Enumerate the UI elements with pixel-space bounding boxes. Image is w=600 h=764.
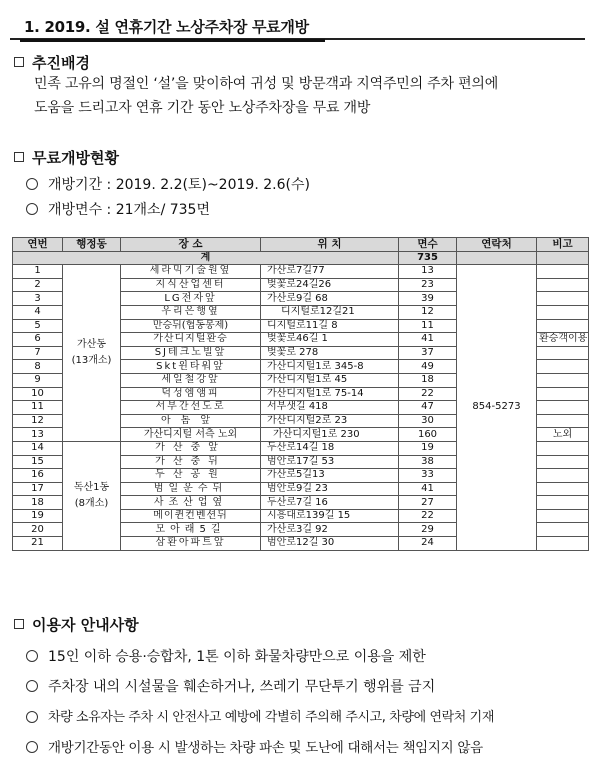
dong-name: 가산동 (77, 339, 106, 351)
row-place: 가산중앞 (121, 441, 261, 455)
row-note: 노외 (537, 428, 589, 442)
section-background-heading (14, 52, 90, 73)
row-location: 벚꽃로46길 1 (261, 333, 399, 347)
row-place: 범일운수뒤 (121, 482, 261, 496)
row-count: 160 (399, 428, 457, 442)
row-note (537, 319, 589, 333)
header-place: 장 소 (121, 238, 261, 252)
row-place: 만승뒤(협동봉제) (121, 319, 261, 333)
circle-bullet-icon (26, 741, 38, 753)
row-count: 47 (399, 401, 457, 415)
row-location: 두산로14길 18 (261, 441, 399, 455)
square-bullet-icon (14, 152, 24, 162)
row-place: LG전자앞 (121, 292, 261, 306)
guide-item-text: 차량 소유자는 주차 시 안전사고 예방에 각별히 주의해 주시고, 차량에 연락처 기재 (48, 710, 495, 725)
row-no: 6 (13, 333, 63, 347)
row-location: 시흥대로139길 15 (261, 509, 399, 523)
row-count: 18 (399, 373, 457, 387)
header-count: 면수 (399, 238, 457, 252)
row-count: 22 (399, 387, 457, 401)
row-location: 가산디지털1로 230 (261, 428, 399, 442)
row-note (537, 373, 589, 387)
row-no: 3 (13, 292, 63, 306)
row-place: 덕성엠앰피 (121, 387, 261, 401)
row-no: 9 (13, 373, 63, 387)
row-no: 17 (13, 482, 63, 496)
header-note: 비고 (537, 238, 589, 252)
row-count: 13 (399, 265, 457, 279)
guide-item-text: 15인 이하 승용·승합차, 1톤 이하 화물차량만으로 이용을 제한 (48, 649, 426, 665)
total-count: 735 (399, 251, 457, 265)
row-note (537, 482, 589, 496)
row-count: 22 (399, 509, 457, 523)
guide-item-text: 주차장 내의 시설물을 훼손하거나, 쓰레기 무단투기 행위를 금지 (48, 679, 436, 695)
row-note (537, 305, 589, 319)
status-period-text: 개방기간 : 2019. 2.2(토)~2019. 2.6(수) (48, 177, 310, 193)
dong-count: (13개소) (71, 355, 112, 367)
row-count: 49 (399, 360, 457, 374)
row-count: 11 (399, 319, 457, 333)
section-heading-text: 이용자 안내사항 (32, 616, 139, 634)
row-count: 27 (399, 496, 457, 510)
square-bullet-icon (14, 619, 24, 629)
row-location: 범안로12길 30 (261, 537, 399, 551)
row-place: 모아래5길 (121, 523, 261, 537)
row-note (537, 401, 589, 415)
row-count: 38 (399, 455, 457, 469)
dong-count: (8개소) (74, 497, 109, 509)
status-period (26, 174, 310, 194)
row-place: 가산중뒤 (121, 455, 261, 469)
row-count: 23 (399, 278, 457, 292)
row-note (537, 346, 589, 360)
row-note (537, 414, 589, 428)
row-count: 29 (399, 523, 457, 537)
table-header-row (13, 238, 589, 252)
circle-bullet-icon (26, 178, 38, 190)
row-place: 아톰앞 (121, 414, 261, 428)
row-count: 33 (399, 469, 457, 483)
contact-cell: 854-5273 (457, 265, 537, 550)
row-place: 가산디지털 서측 노외 (121, 428, 261, 442)
row-location: 범안로9길 23 (261, 482, 399, 496)
section-heading-text: 무료개방현황 (32, 149, 119, 167)
header-location: 위 치 (261, 238, 399, 252)
row-place: 삼환아파트앞 (121, 537, 261, 551)
dong-gasan (63, 265, 121, 442)
row-no: 18 (13, 496, 63, 510)
row-no: 14 (13, 441, 63, 455)
total-note-blank (537, 251, 589, 265)
row-place: 사조산업옆 (121, 496, 261, 510)
header-contact: 연락처 (457, 238, 537, 252)
guide-item (26, 736, 483, 756)
row-no: 13 (13, 428, 63, 442)
row-place: 가산디지털환승 (121, 333, 261, 347)
row-place: 세일철강앞 (121, 373, 261, 387)
page-title: 1. 2019. 설 연휴기간 노상주차장 무료개방 (24, 18, 309, 36)
row-place: 서부간선도로 (121, 401, 261, 415)
row-no: 1 (13, 265, 63, 279)
row-place: 세라믹기술원옆 (121, 265, 261, 279)
status-spaces (26, 199, 210, 219)
circle-bullet-icon (26, 203, 38, 215)
row-note (537, 441, 589, 455)
row-place: 두산공원 (121, 469, 261, 483)
square-bullet-icon (14, 57, 24, 67)
total-label: 계 (13, 251, 399, 265)
row-note (537, 523, 589, 537)
row-note (537, 455, 589, 469)
row-no: 10 (13, 387, 63, 401)
row-no: 4 (13, 305, 63, 319)
row-count: 41 (399, 482, 457, 496)
row-location: 범안로17길 53 (261, 455, 399, 469)
row-location: 벚꽃로24길26 (261, 278, 399, 292)
row-no: 21 (13, 537, 63, 551)
row-count: 19 (399, 441, 457, 455)
row-count: 37 (399, 346, 457, 360)
row-location: 가산로7길77 (261, 265, 399, 279)
row-location: 가산로3길 92 (261, 523, 399, 537)
row-no: 8 (13, 360, 63, 374)
row-no: 15 (13, 455, 63, 469)
row-place: 우리은행옆 (121, 305, 261, 319)
row-place: Skt윈타워앞 (121, 360, 261, 374)
row-no: 7 (13, 346, 63, 360)
row-location: 디지털로12길21 (261, 305, 399, 319)
row-note (537, 292, 589, 306)
row-location: 벚꽃로 278 (261, 346, 399, 360)
row-note (537, 537, 589, 551)
row-note (537, 387, 589, 401)
section-heading-text: 추진배경 (32, 54, 90, 72)
row-no: 16 (13, 469, 63, 483)
total-contact-blank (457, 251, 537, 265)
row-note (537, 265, 589, 279)
dong-doksan (63, 441, 121, 550)
title-bar (10, 10, 585, 40)
row-no: 20 (13, 523, 63, 537)
row-location: 가산로5길13 (261, 469, 399, 483)
row-location: 두산로7길 16 (261, 496, 399, 510)
section-guide-heading (14, 614, 139, 635)
row-location: 가산디지털2로 23 (261, 414, 399, 428)
row-place: 메이퀸컨벤션뒤 (121, 509, 261, 523)
paragraph-line: 도움을 드리고자 연휴 기간 동안 노상주차장을 무료 개방 (34, 100, 371, 116)
row-no: 5 (13, 319, 63, 333)
header-dong: 행정동 (63, 238, 121, 252)
row-count: 12 (399, 305, 457, 319)
paragraph-line: 민족 고유의 명절인 ‘설’을 맞이하여 귀성 및 방문객과 지역주민의 주차 편의에 (34, 76, 499, 92)
status-spaces-text: 개방면수 : 21개소/ 735면 (48, 202, 210, 218)
guide-item (26, 706, 494, 725)
circle-bullet-icon (26, 650, 38, 662)
table-row (13, 265, 589, 279)
guide-item (26, 646, 426, 666)
row-note (537, 278, 589, 292)
row-note (537, 509, 589, 523)
row-note (537, 360, 589, 374)
guide-item (26, 676, 435, 696)
row-no: 12 (13, 414, 63, 428)
row-location: 서부샛길 418 (261, 401, 399, 415)
circle-bullet-icon (26, 711, 38, 723)
row-note: 환승객이용 (537, 333, 589, 347)
row-location: 디지털로11길 8 (261, 319, 399, 333)
row-no: 2 (13, 278, 63, 292)
guide-item-text: 개방기간동안 이용 시 발생하는 차량 파손 및 도난에 대해서는 책임지지 않음 (48, 740, 483, 756)
circle-bullet-icon (26, 680, 38, 692)
row-count: 24 (399, 537, 457, 551)
row-count: 41 (399, 333, 457, 347)
section-status-heading (14, 147, 119, 168)
row-place: 지식산업센터 (121, 278, 261, 292)
row-location: 가산디지털1로 345-8 (261, 360, 399, 374)
parking-table (12, 237, 589, 551)
header-no: 연번 (13, 238, 63, 252)
table-total-row (13, 251, 589, 265)
row-no: 19 (13, 509, 63, 523)
row-no: 11 (13, 401, 63, 415)
row-count: 30 (399, 414, 457, 428)
row-location: 가산디지털1로 45 (261, 373, 399, 387)
row-note (537, 496, 589, 510)
row-place: SJ테크노빌앞 (121, 346, 261, 360)
row-count: 39 (399, 292, 457, 306)
background-paragraph (34, 72, 498, 120)
title-underline (20, 39, 325, 42)
row-note (537, 469, 589, 483)
row-location: 가산디지털1로 75-14 (261, 387, 399, 401)
row-location: 가산로9길 68 (261, 292, 399, 306)
dong-name: 독산1동 (73, 481, 110, 493)
